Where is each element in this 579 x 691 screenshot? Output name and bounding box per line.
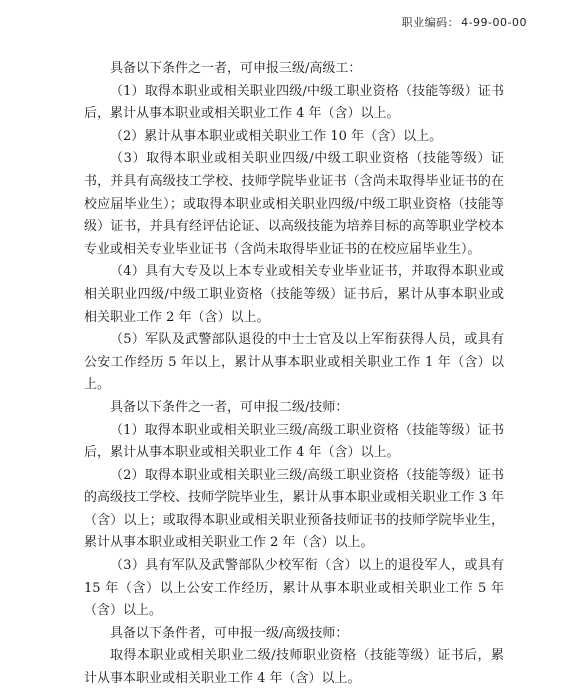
document-body [84, 58, 504, 691]
section-heading-level2: 具备以下条件之一者，可申报二级/技师： [110, 399, 349, 415]
level1-condition-1: 取得本职业或相关职业二级/技师职业资格（技能等级）证书后，累计从事本职业或相关职业工作 4 年（含）以上。 [84, 648, 504, 687]
section-heading-level3: 具备以下条件之一者，可申报三级/高级工： [110, 61, 362, 76]
level3-condition-2: （2）累计从事本职业或相关职业工作 10 年（含）以上。 [110, 128, 443, 144]
occupation-code [402, 14, 527, 30]
section-heading-level1: 具备以下条件者，可申报一级/高级技师： [110, 625, 349, 641]
level2-condition-2: （2）取得本职业或相关职业三级/高级工职业资格（技能等级）证书的高级技工学校、技师学院毕业生，累计从事本职业或相关职业工作 3 年（含）以上；或取得本职业或相关职业预备技师证书的技师学院毕业生，累计从事本职业或相关职业工作 2 年（含）以上。 [84, 467, 504, 551]
occupation-code-value: 4-99-00-00 [461, 16, 527, 29]
level3-condition-5: （5）军队及武警部队退役的中士士官及以上军衔获得人员，或具有公安工作经历 5 年以上，累计从事本职业或相关职业工作 1 年（含）以上。 [84, 332, 504, 393]
level2-condition-3: （3）具有军队及武警部队少校军衔（含）以上的退役军人，或具有 15 年（含）以上公安工作经历，累计从事本职业或相关职业工作 5 年（含）以上。 [84, 558, 504, 619]
level3-condition-1: （1）取得本职业或相关职业四级/中级工职业资格（技能等级）证书后，累计从事本职业或相关职业工作 4 年（含）以上。 [84, 83, 504, 122]
occupation-code-label: 职业编码： [401, 16, 460, 29]
level3-condition-3: （3）取得本职业或相关职业四级/中级工职业资格（技能等级）证书，并具有高级技工学校、技师学院毕业证书（含尚未取得毕业证书的在校应届毕业生）；或取得本职业或相关职业四级/中级工职业资格（技能等级）证书，并具有经评估论证、以高级技能为培养目标的高等职业学校本专业或相关专业毕业证书（含尚未取得毕业证书的在校应届毕业生）。 [84, 151, 504, 257]
level3-condition-4: （4）具有大专及以上本专业或相关专业毕业证书，并取得本职业或相关职业四级/中级工职业资格（技能等级）证书后，累计从事本职业或相关职业工作 2 年（含）以上。 [84, 264, 504, 325]
level2-condition-1: （1）取得本职业或相关职业三级/高级工职业资格（技能等级）证书后，累计从事本职业或相关职业工作 4 年（含）以上。 [84, 422, 504, 461]
